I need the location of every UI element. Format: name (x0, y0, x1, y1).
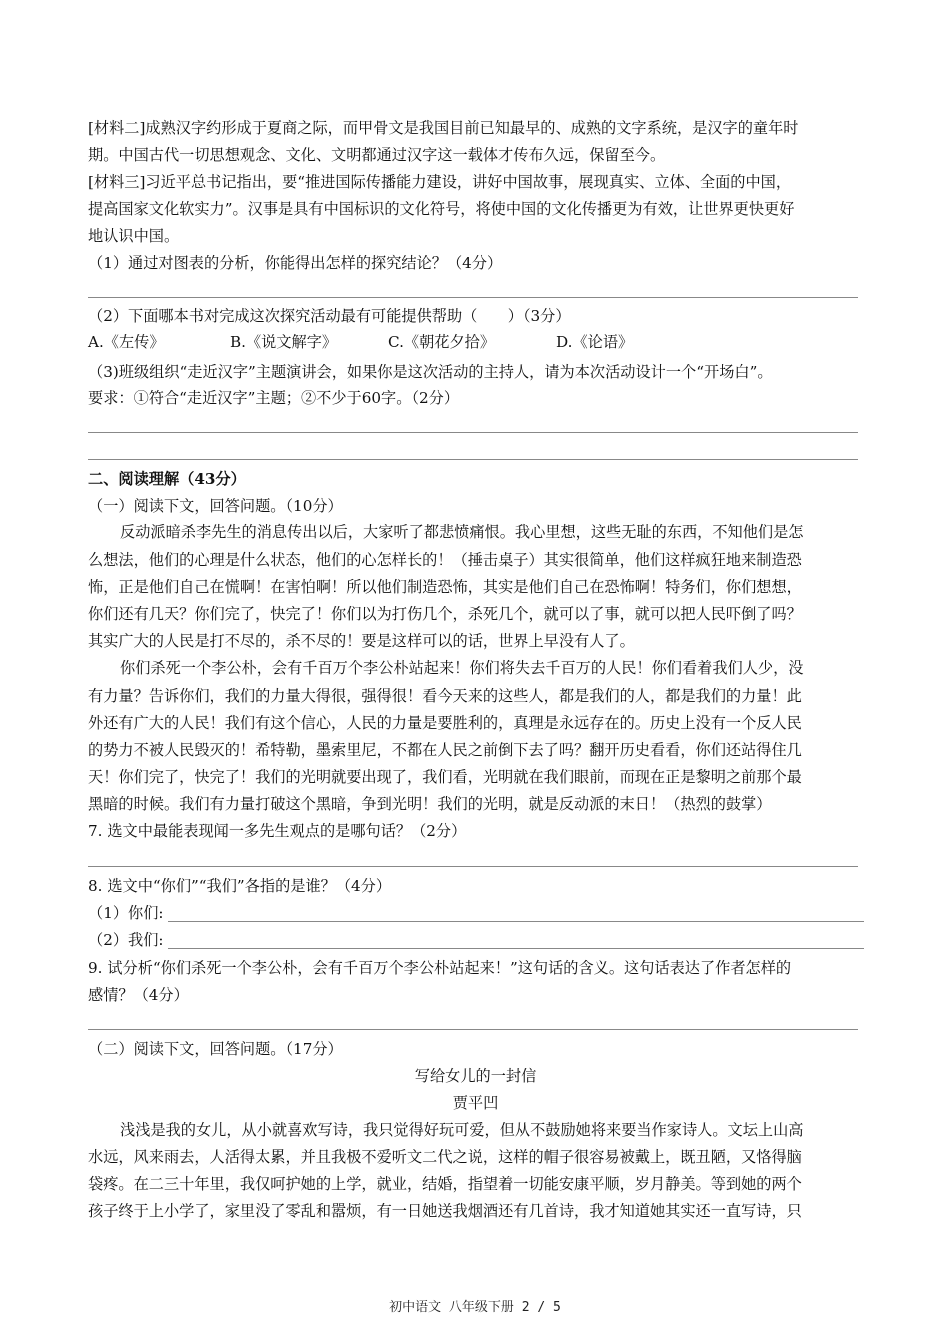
passage-1-line-5: 其实广大的人民是打不尽的，杀不尽的！要是这样可以的话，世界上早没有人了。 (88, 632, 635, 650)
question-7: 7. 选文中最能表现闻一多先生观点的是哪句话？（2分） (88, 822, 467, 840)
question-9-line-2: 感情？（4分） (88, 986, 189, 1004)
section-2-heading: 二、阅读理解（43分） (88, 470, 246, 488)
answer-line-q1[interactable] (88, 297, 858, 298)
answer-line-q8-2[interactable] (168, 948, 864, 949)
passage-1-line-2: 么想法，他们的心理是什么状态，他们的心怎样长的！（捶击桌子）其实很简单，他们这样疯狂地来制造恐 (88, 551, 802, 569)
subsection-2-heading: （二）阅读下文，回答问题。（17分） (88, 1040, 343, 1058)
answer-line-q9[interactable] (88, 1029, 858, 1030)
question-3-line-1: （3)班级组织“走近汉字”主题演讲会，如果你是这次活动的主持人，请为本次活动设计一个“开场白”。 (88, 363, 773, 381)
option-b[interactable]: B.《说文解字》 (230, 333, 338, 351)
material-3-line-3: 地认识中国。 (88, 227, 180, 245)
question-9-line-1: 9. 试分析“你们杀死一个李公朴，会有千百万个李公朴站起来！”这句话的含义。这句话表达了作者怎样的 (88, 959, 792, 977)
passage-2-line-4: 的势力不被人民毁灭的！希特勒，墨索里尼，不都在人民之前倒下去了吗？翻开历史看看，你们还站得住几 (88, 741, 802, 759)
answer-line-q3-2[interactable] (88, 459, 858, 460)
question-8-label-2: （2）我们: (88, 931, 164, 949)
question-8: 8. 选文中“你们”“我们”各指的是谁？（4分） (88, 877, 392, 895)
passage-1-line-1: 反动派暗杀李先生的消息传出以后，大家听了都悲愤痛恨。我心里想，这些无耻的东西，不知他们是怎 (120, 523, 804, 541)
option-c[interactable]: C.《朝花夕拾》 (388, 333, 496, 351)
material-2-line-1: [材料二]成熟汉字约形成于夏商之际，而甲骨文是我国目前已知最早的、成熟的文字系统，是汉字的童年时 (88, 119, 799, 137)
answer-line-q8-1[interactable] (168, 921, 864, 922)
subsection-1-heading: （一）阅读下文，回答问题。（10分） (88, 497, 343, 515)
passage-2-line-5: 天！你们完了，快完了！我们的光明就要出现了，我们看，光明就在我们眼前，而现在正是黎明之前那个最 (88, 768, 802, 786)
question-2: （2）下面哪本书对完成这次探究活动最有可能提供帮助（ ）（3分） (88, 307, 571, 325)
passage-2-line-2: 有力量？告诉你们，我们的力量大得很，强得很！看今天来的这些人，都是我们的人，都是我们的力量！此 (88, 687, 802, 705)
article-title: 写给女儿的一封信 (414, 1067, 537, 1085)
page-footer: 初中语文 八年级下册 2 / 5 (389, 1300, 561, 1315)
option-a[interactable]: A.《左传》 (88, 333, 165, 351)
answer-line-q7[interactable] (88, 866, 858, 867)
material-3-line-2: 提高国家文化软实力”。汉事是具有中国标识的文化符号，将使中国的文化传播更为有效，让世界更快更好 (88, 200, 795, 218)
question-3-line-2: 要求：①符合“走近汉字”主题；②不少于60字。（2分） (88, 389, 460, 407)
material-3-line-1: [材料三]习近平总书记指出，要“推进国际传播能力建设，讲好中国故事，展现真实、立体、全面的中国， (88, 173, 792, 191)
passage-3-line-1: 浅浅是我的女儿，从小就喜欢写诗，我只觉得好玩可爱，但从不鼓励她将来要当作家诗人。文坛上山高 (120, 1121, 804, 1139)
passage-1-line-3: 怖，正是他们自己在慌啊！在害怕啊！所以他们制造恐怖，其实是他们自己在恐怖啊！特务们，你们想想， (88, 578, 802, 596)
article-author: 贾平凹 (452, 1094, 499, 1112)
passage-3-line-2: 水远，风来雨去，人活得太累，并且我极不爱听文二代之说，这样的帽子很容易被戴上，既丑陋，又恪得脑 (88, 1148, 802, 1166)
passage-3-line-3: 袋疼。在二三十年里，我仅呵护她的上学，就业，结婚，指望着一切能安康平顺，岁月静美。等到她的两个 (88, 1175, 802, 1193)
option-d[interactable]: D.《论语》 (556, 333, 634, 351)
question-8-label-1: （1）你们: (88, 904, 164, 922)
passage-1-line-4: 你们还有几天？你们完了，快完了！你们以为打伤几个，杀死几个，就可以了事，就可以把人民吓倒了吗？ (88, 605, 802, 623)
passage-2-line-3: 外还有广大的人民！我们有这个信心，人民的力量是要胜利的，真理是永远存在的。历史上没有一个反人民 (88, 714, 802, 732)
passage-3-line-4: 孩子终于上小学了，家里没了零乱和嚣烦，有一日她送我烟酒还有几首诗，我才知道她其实还一直写诗，只 (88, 1202, 802, 1220)
answer-line-q3-1[interactable] (88, 432, 858, 433)
question-1: （1）通过对图表的分析，你能得出怎样的探究结论？（4分） (88, 254, 503, 272)
passage-2-line-1: 你们杀死一个李公朴，会有千百万个李公朴站起来！你们将失去千百万的人民！你们看着我们人少，没 (120, 659, 804, 677)
question-2-options (88, 332, 863, 354)
material-2-line-2: 期。中国古代一切思想观念、文化、文明都通过汉字这一载体才传布久远，保留至今。 (88, 146, 666, 164)
passage-2-line-6: 黑暗的时候。我们有力量打破这个黑暗，争到光明！我们的光明，就是反动派的末日！（热烈的鼓掌） (88, 795, 772, 813)
